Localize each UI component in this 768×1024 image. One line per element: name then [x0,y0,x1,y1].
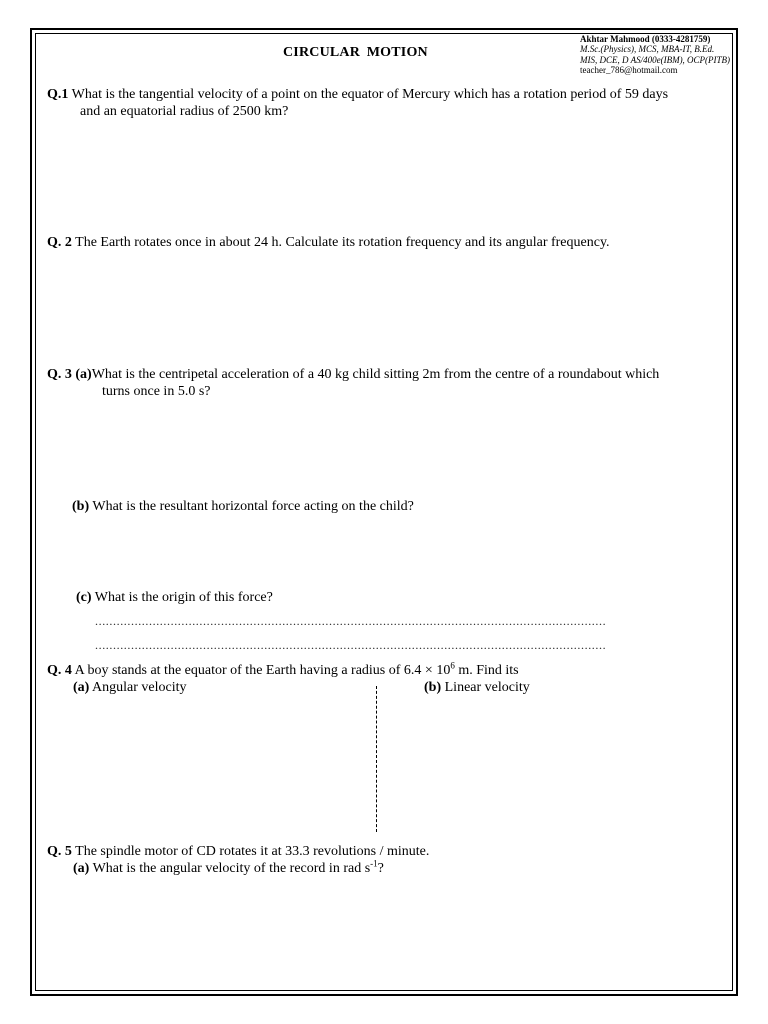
question-5a-exponent: -1 [370,858,378,869]
author-qualifications-1: M.Sc.(Physics), MCS, MBA-IT, B.Ed. [580,44,715,55]
question-4-exponent: 6 [450,660,455,671]
question-1-line-2: and an equatorial radius of 2500 km? [80,104,289,119]
question-4a-text: Angular velocity [89,680,187,695]
question-5a [73,860,384,877]
question-3a-number: Q. 3 (a) [47,367,92,382]
question-4-text: A boy stands at the equator of the Earth having a radius of 6.4 × 10 [71,663,451,678]
answer-line-1: .............................................................................................................................................. [95,614,607,628]
author-qualifications-2: MIS, DCE, D AS/400e(IBM), OCP(PITB) [580,54,731,65]
question-4a-label: (a) [73,680,90,695]
question-1-line-1 [47,86,668,103]
question-4b-text: Linear velocity [441,680,530,695]
question-1-text: What is the tangential velocity of a point on the equator of Mercury which has a rotation period of 59 days [68,87,669,102]
question-2 [47,234,610,251]
question-4b-label: (b) [424,680,442,695]
column-divider [376,686,377,832]
author-email: teacher_786@hotmail.com [580,65,678,76]
author-name: Akhtar Mahmood (0333-4281759) [580,34,711,44]
question-3c [76,589,273,606]
question-4a [73,679,187,696]
question-5a-label: (a) [73,861,90,876]
question-2-text: The Earth rotates once in about 24 h. Calculate its rotation frequency and its angular frequency. [71,235,610,250]
question-5a-text-end: ? [377,861,384,876]
question-1-number: Q.1 [47,87,69,102]
question-3a-text: What is the centripetal acceleration of a 40 kg child sitting 2m from the centre of a roundabout which [91,367,660,382]
question-5-text: The spindle motor of CD rotates it at 33.3 revolutions / minute. [71,844,430,859]
question-3c-text: What is the origin of this force? [91,590,273,605]
answer-line-2: .............................................................................................................................................. [95,638,607,652]
question-2-number: Q. 2 [47,235,72,250]
question-5a-text: What is the angular velocity of the record in rad s [89,861,371,876]
question-3b [72,498,414,515]
question-4b [424,679,530,696]
question-4-number: Q. 4 [47,663,72,678]
question-3c-label: (c) [76,590,92,605]
question-4 [47,662,519,679]
question-3a-line-1 [47,366,659,383]
question-4-text-end: m. Find its [454,663,519,678]
page-title: CIRCULAR MOTION [283,45,428,60]
question-3a-line-2: turns once in 5.0 s? [102,384,211,399]
author-block [580,34,730,76]
question-5-number: Q. 5 [47,844,72,859]
question-3b-text: What is the resultant horizontal force acting on the child? [89,499,414,514]
question-3b-label: (b) [72,499,90,514]
